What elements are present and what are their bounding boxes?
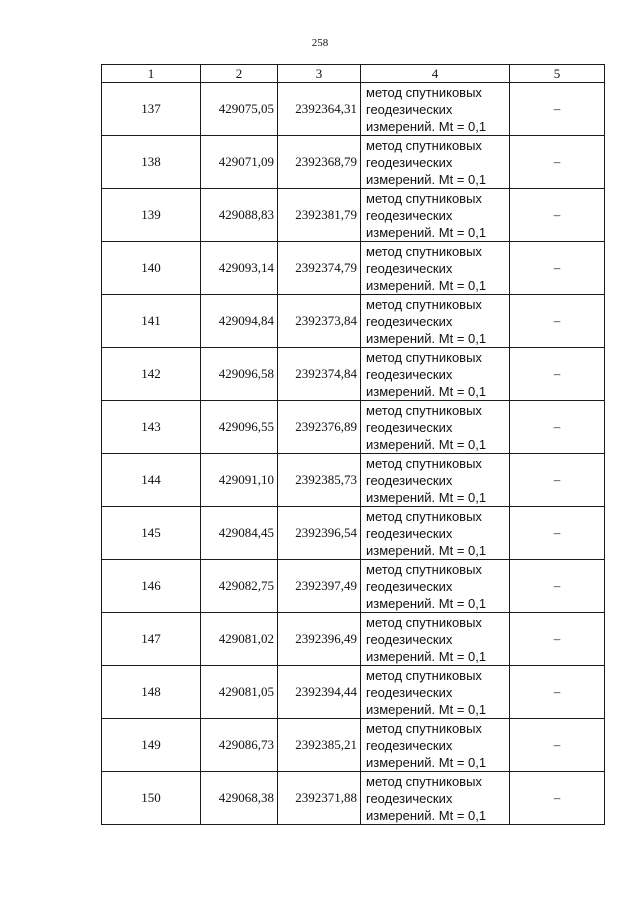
cell-method: метод спутниковых геодезических измерений. Mt = 0,1 [361,719,510,772]
cell-point-number: 141 [102,295,201,348]
cell-point-number: 138 [102,136,201,189]
table-row [102,295,605,348]
cell-coordinate-y: 2392368,79 [278,136,361,189]
coordinates-table [101,64,605,825]
table-header [102,65,605,83]
cell-coordinate-x: 429091,10 [201,454,278,507]
cell-method: метод спутниковых геодезических измерений. Mt = 0,1 [361,560,510,613]
table-row [102,348,605,401]
cell-coordinate-x: 429084,45 [201,507,278,560]
cell-coordinate-x: 429075,05 [201,83,278,136]
table-row [102,401,605,454]
cell-coordinate-x: 429086,73 [201,719,278,772]
cell-note: – [510,295,605,348]
cell-coordinate-x: 429094,84 [201,295,278,348]
cell-point-number: 150 [102,772,201,825]
header-col-5: 5 [510,65,605,83]
cell-note: – [510,136,605,189]
cell-coordinate-x: 429081,05 [201,666,278,719]
cell-coordinate-x: 429096,58 [201,348,278,401]
cell-coordinate-x: 429082,75 [201,560,278,613]
table-row [102,454,605,507]
cell-point-number: 144 [102,454,201,507]
cell-coordinate-y: 2392385,21 [278,719,361,772]
cell-note: – [510,613,605,666]
cell-method: метод спутниковых геодезических измерений. Mt = 0,1 [361,136,510,189]
cell-method: метод спутниковых геодезических измерений. Mt = 0,1 [361,454,510,507]
cell-coordinate-y: 2392373,84 [278,295,361,348]
cell-coordinate-y: 2392396,49 [278,613,361,666]
cell-point-number: 140 [102,242,201,295]
cell-coordinate-x: 429088,83 [201,189,278,242]
page-number: 258 [311,37,329,49]
table-row [102,242,605,295]
cell-method: метод спутниковых геодезических измерений. Mt = 0,1 [361,242,510,295]
cell-note: – [510,242,605,295]
cell-point-number: 139 [102,189,201,242]
cell-coordinate-y: 2392374,79 [278,242,361,295]
cell-note: – [510,401,605,454]
cell-point-number: 145 [102,507,201,560]
cell-coordinate-y: 2392397,49 [278,560,361,613]
header-col-3: 3 [278,65,361,83]
table-row [102,772,605,825]
cell-coordinate-y: 2392396,54 [278,507,361,560]
header-col-4: 4 [361,65,510,83]
cell-coordinate-x: 429093,14 [201,242,278,295]
cell-coordinate-x: 429081,02 [201,613,278,666]
cell-method: метод спутниковых геодезических измерений. Mt = 0,1 [361,401,510,454]
cell-method: метод спутниковых геодезических измерений. Mt = 0,1 [361,83,510,136]
cell-coordinate-x: 429071,09 [201,136,278,189]
header-col-1: 1 [102,65,201,83]
cell-point-number: 143 [102,401,201,454]
cell-note: – [510,772,605,825]
header-row [102,65,605,83]
cell-point-number: 149 [102,719,201,772]
cell-note: – [510,560,605,613]
cell-method: метод спутниковых геодезических измерений. Mt = 0,1 [361,613,510,666]
cell-coordinate-y: 2392374,84 [278,348,361,401]
table-row [102,666,605,719]
cell-note: – [510,719,605,772]
cell-point-number: 148 [102,666,201,719]
table-row [102,719,605,772]
cell-note: – [510,507,605,560]
cell-method: метод спутниковых геодезических измерений. Mt = 0,1 [361,295,510,348]
cell-coordinate-x: 429068,38 [201,772,278,825]
cell-note: – [510,189,605,242]
table-row [102,136,605,189]
cell-method: метод спутниковых геодезических измерений. Mt = 0,1 [361,772,510,825]
cell-point-number: 137 [102,83,201,136]
cell-point-number: 146 [102,560,201,613]
table-row [102,613,605,666]
header-col-2: 2 [201,65,278,83]
cell-coordinate-x: 429096,55 [201,401,278,454]
table-body [102,83,605,825]
table-row [102,507,605,560]
cell-coordinate-y: 2392381,79 [278,189,361,242]
cell-coordinate-y: 2392376,89 [278,401,361,454]
cell-coordinate-y: 2392394,44 [278,666,361,719]
cell-coordinate-y: 2392364,31 [278,83,361,136]
cell-coordinate-y: 2392385,73 [278,454,361,507]
cell-method: метод спутниковых геодезических измерений. Mt = 0,1 [361,189,510,242]
cell-method: метод спутниковых геодезических измерений. Mt = 0,1 [361,507,510,560]
cell-method: метод спутниковых геодезических измерений. Mt = 0,1 [361,348,510,401]
cell-coordinate-y: 2392371,88 [278,772,361,825]
cell-note: – [510,666,605,719]
cell-note: – [510,348,605,401]
cell-point-number: 147 [102,613,201,666]
table-row [102,560,605,613]
cell-point-number: 142 [102,348,201,401]
table-row [102,83,605,136]
cell-method: метод спутниковых геодезических измерений. Mt = 0,1 [361,666,510,719]
cell-note: – [510,83,605,136]
cell-note: – [510,454,605,507]
table-row [102,189,605,242]
